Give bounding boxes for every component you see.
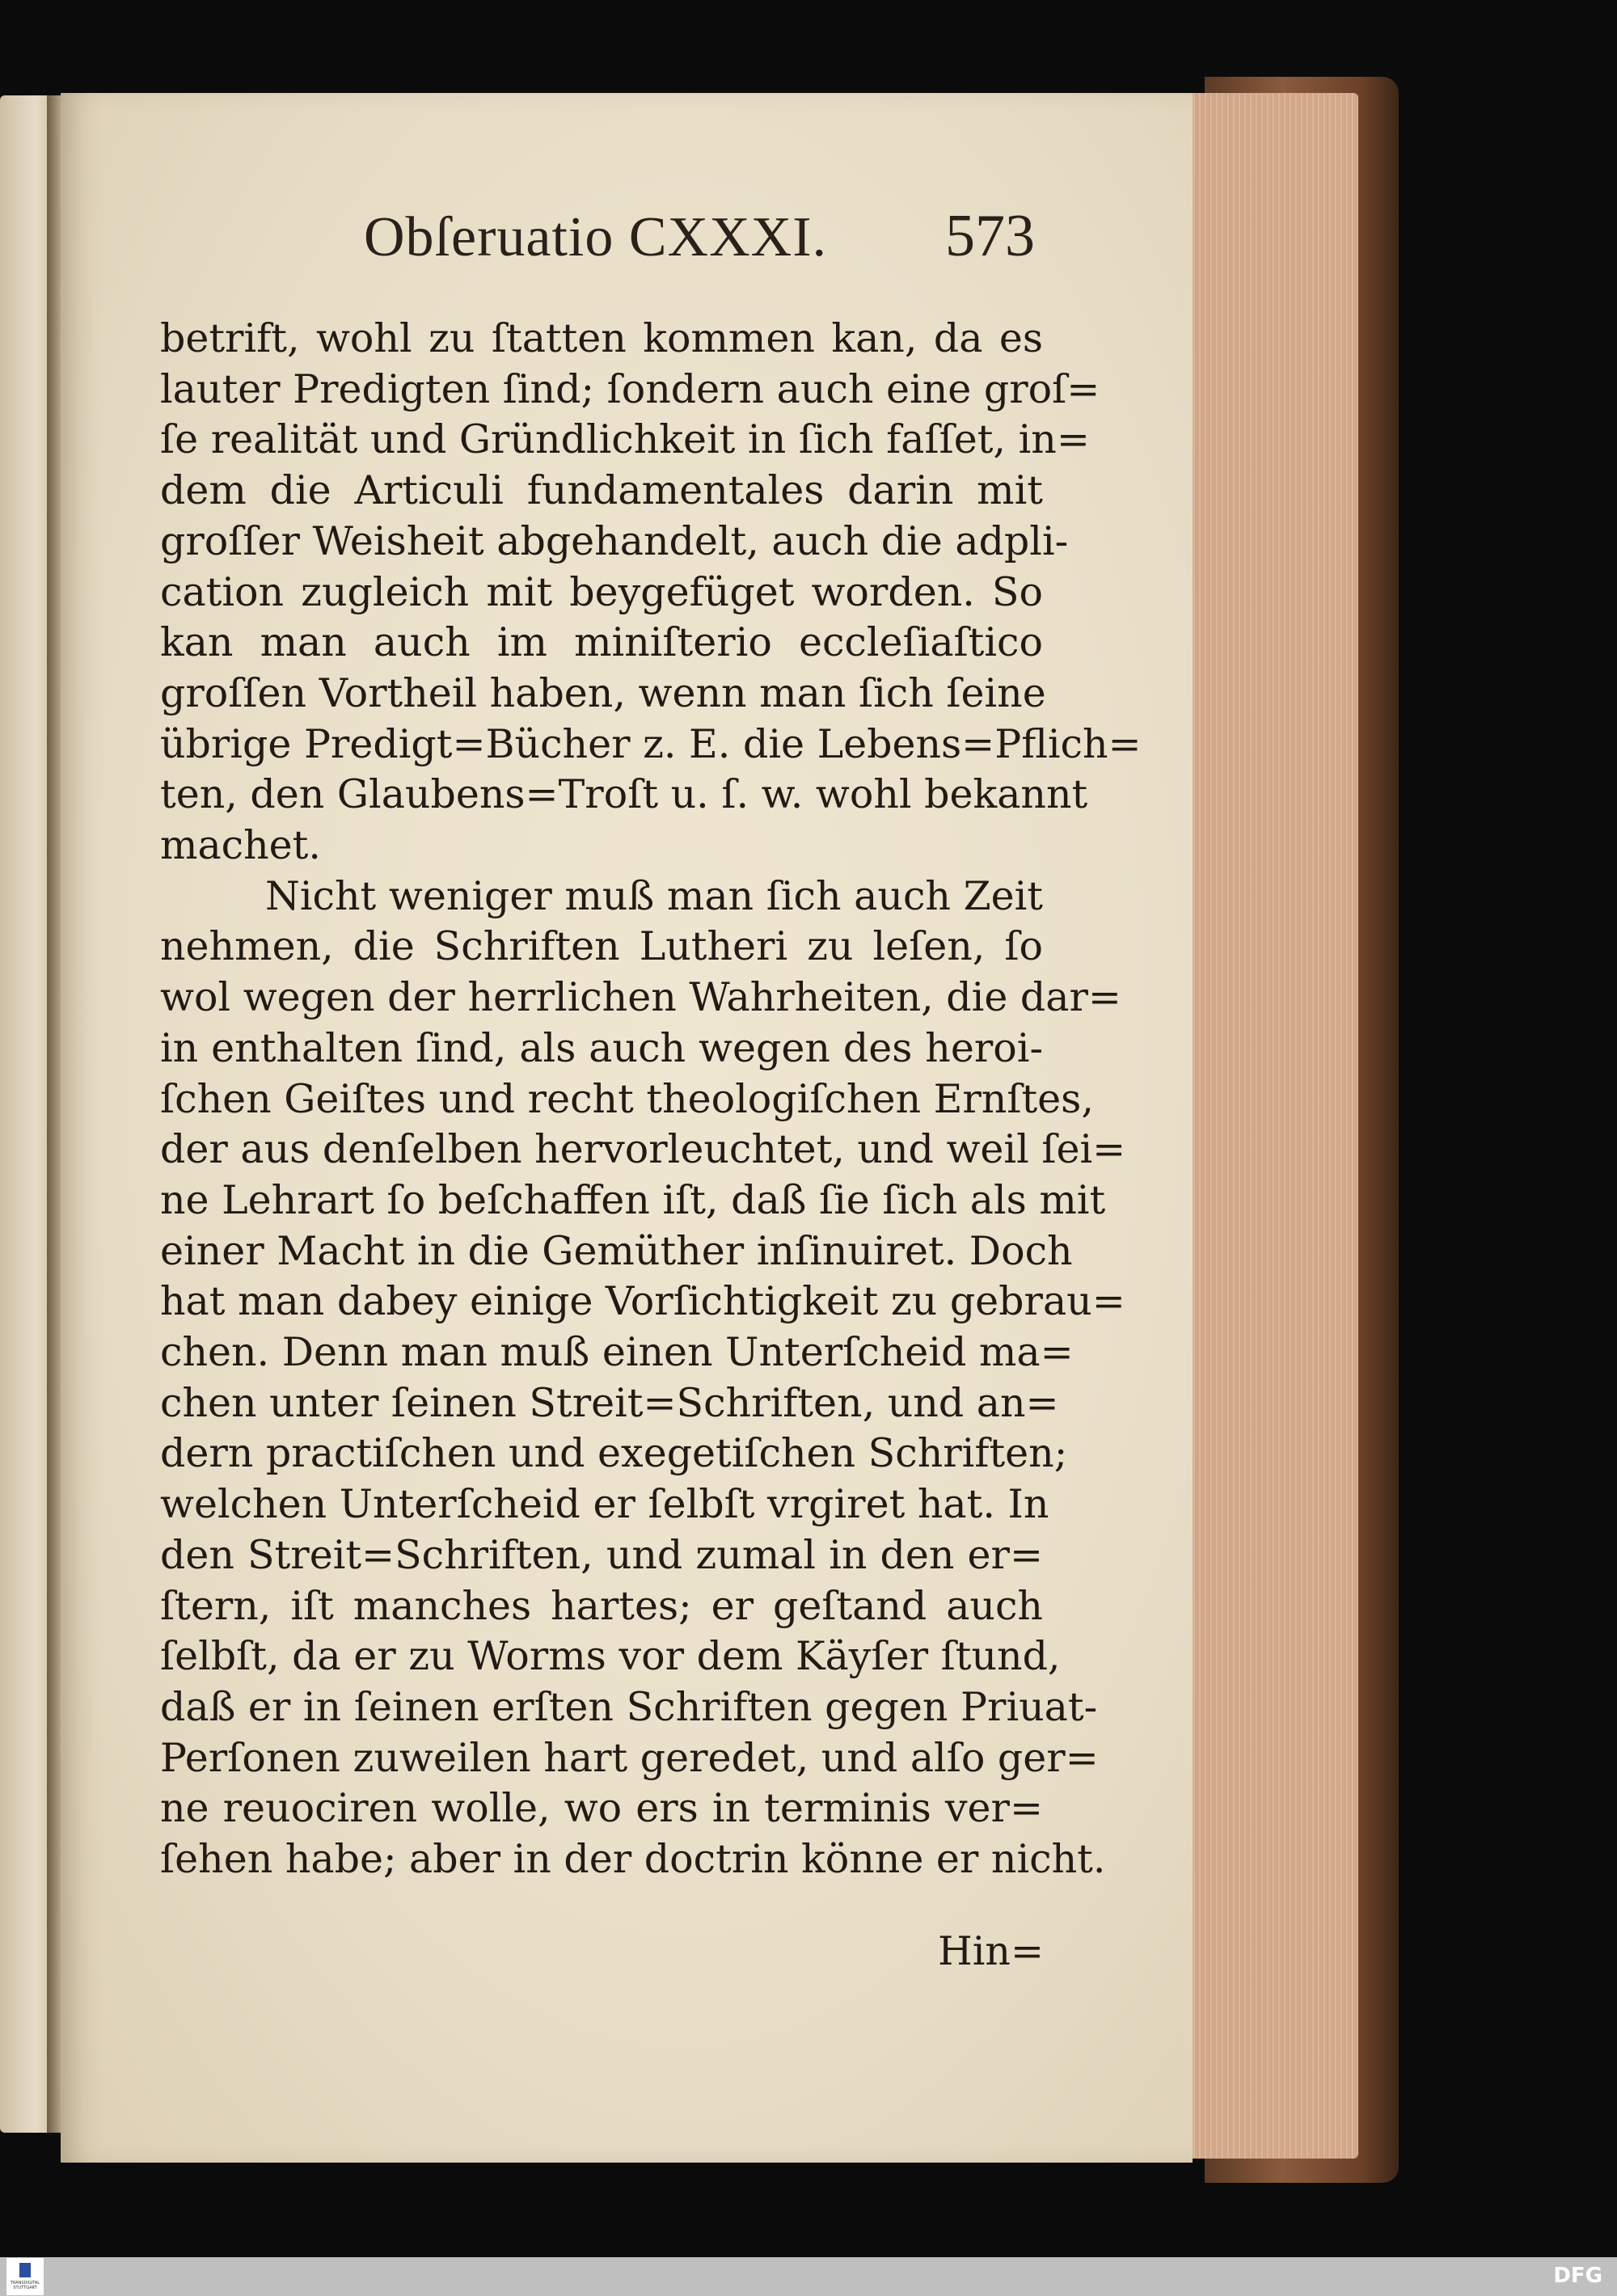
text-line: der aus denſelben hervorleuchtet, und weil ſei= <box>160 1126 1126 1173</box>
footer-bar <box>0 2257 1617 2296</box>
text-line: chen unter ſeinen Streit=Schriften, und an= <box>160 1379 1059 1426</box>
text-line: Perſonen zuweilen hart geredet, und alſo ger= <box>160 1734 1099 1781</box>
text-line: nehmen, die Schriften Lutheri zu leſen, ſo <box>160 923 1043 970</box>
paragraph-first-line: Nicht weniger muß man ſich auch Zeit <box>265 872 1043 919</box>
text-line: ſtern, iſt manches hartes; er geſtand auch <box>160 1582 1043 1629</box>
text-line: ne Lehrart ſo beſchaffen iſt, daß ſie ſich als mit <box>160 1176 1106 1223</box>
text-line: ne reuociren wolle, wo ers in terminis ver= <box>160 1785 1043 1832</box>
text-line: daß er in ſeinen erſten Schriften gegen Priuat- <box>160 1683 1098 1730</box>
text-line: in enthalten ſind, als auch wegen des heroi- <box>160 1024 1043 1071</box>
text-line: ſehen habe; aber in der doctrin könne er nicht. <box>160 1836 1106 1883</box>
text-line: dern practiſchen und exegetiſchen Schriften; <box>160 1430 1068 1477</box>
library-logo <box>6 2258 44 2295</box>
text-line: ſelbſt, da er zu Worms vor dem Käyſer ſtund, <box>160 1633 1061 1680</box>
text-line: kan man auch im miniſterio eccleſiaſtico <box>160 619 1043 666</box>
text-line: groſſer Weisheit abgehandelt, auch die adpli- <box>160 517 1069 564</box>
text-line: übrige Predigt=Bücher z. E. die Lebens=Pflich= <box>160 720 1142 767</box>
logo-mark-icon <box>19 2263 31 2277</box>
text-line: machet. <box>160 822 321 869</box>
text-line: betrift, wohl zu ſtatten kommen kan, da es <box>160 315 1043 361</box>
text-line: ſe realität und Gründlichkeit in ſich faſſet, in= <box>160 416 1090 463</box>
running-title: Obſeruatio CXXXI. <box>364 206 828 268</box>
text-line: chen. Denn man muß einen Unterſcheid ma= <box>160 1329 1074 1376</box>
body-text <box>160 314 1142 1885</box>
text-line: ten, den Glaubens=Troſt u. ſ. w. wohl bekannt <box>160 771 1088 818</box>
page-block-edges <box>1184 93 1358 2159</box>
running-head <box>364 202 1043 271</box>
page-number: 573 <box>945 203 1035 269</box>
text-line: wol wegen der herrlichen Wahrheiten, die dar= <box>160 974 1121 1021</box>
catchword: Hin= <box>938 1928 1045 1974</box>
text-line: groſſen Vortheil haben, wenn man ſich ſeine <box>160 669 1046 716</box>
text-line: den Streit=Schriften, und zumal in den er= <box>160 1531 1043 1578</box>
text-line: welchen Unterſcheid er ſelbſt vrgiret hat. In <box>160 1481 1049 1528</box>
text-line: lauter Predigten ſind; ſondern auch eine groſ= <box>160 365 1100 412</box>
text-line: dem die Articuli fundamentales darin mit <box>160 467 1043 514</box>
text-line: ſchen Geiſtes und recht theologiſchen Ernſtes, <box>160 1075 1094 1122</box>
text-line: cation zugleich mit beygefüget worden. So <box>160 568 1043 615</box>
left-page-sliver <box>0 95 50 2133</box>
text-line: einer Macht in die Gemüther inſinuiret. Doch <box>160 1227 1073 1274</box>
text-line: hat man dabey einige Vorſichtigkeit zu gebrau= <box>160 1278 1125 1325</box>
logo-caption: TRANSDIGITAL STUTTGART <box>10 2281 40 2290</box>
dfg-logo: DFG <box>1553 2264 1602 2288</box>
